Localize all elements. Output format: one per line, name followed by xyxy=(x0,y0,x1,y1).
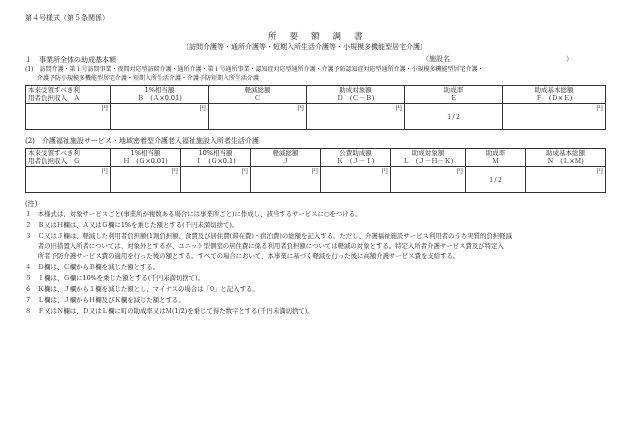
note-line: １ 本様式は、対象サービスごと(事業所が複数ある場合には事業所ごと)に作成し、該当するサービスに○をつける。 xyxy=(25,210,362,218)
section1-heading: １ 事業所全体の助成基本額 xyxy=(25,56,116,64)
section1-table xyxy=(25,85,606,130)
note-line: ５ Ｉ欄は、Ｇ欄に10%を乗じた額とする(千円未満切捨て)。 xyxy=(25,274,204,282)
header-l: 助成対象額 Ｌ (Ｊ－Ｈ－Ｋ) xyxy=(391,149,466,167)
cell-d[interactable]: 円 xyxy=(307,104,405,130)
section2-table xyxy=(25,148,606,193)
header-n: 助成基本総額 Ｎ (Ｌ×Ｍ) xyxy=(526,149,606,167)
table-header-row xyxy=(26,86,606,104)
header-i: 10%相当額 Ｉ (Ｇ×0.1) xyxy=(181,149,251,167)
table-header-row xyxy=(26,149,606,167)
header-m: 助成率 Ｍ xyxy=(466,149,526,167)
cell-e-rate: １/２ xyxy=(405,104,503,130)
cell-g[interactable]: 円 xyxy=(26,167,111,193)
cell-b[interactable]: 円 xyxy=(111,104,209,130)
cell-a[interactable]: 円 xyxy=(26,104,111,130)
section2-heading: (2) 介護福祉施設サービス・地域密着型介護老人福祉施設入所者生活介護 xyxy=(25,137,259,145)
header-j: 軽減総額 Ｊ xyxy=(251,149,321,167)
header-h: 1%相当額 Ｈ (Ｇ×0.01) xyxy=(111,149,181,167)
cell-f[interactable]: 円 xyxy=(503,104,606,130)
note-line: 者の旧措置入所者については、対象外とするが、ユニット型個室の居住費に係る利用者負担額については軽減の対象とする。特定入所者介護サービス費及び特定入 xyxy=(25,242,504,250)
cell-h[interactable]: 円 xyxy=(111,167,181,193)
cell-k[interactable]: 円 xyxy=(321,167,391,193)
header-d: 助成対象額 Ｄ (Ｃ－Ｂ) xyxy=(307,86,405,104)
header-g: 本来受領すべき利 用者負担収入 Ｇ xyxy=(26,149,111,167)
cell-i[interactable]: 円 xyxy=(181,167,251,193)
section1-sub-line: (1) 訪問介護・第１号訪問事業・夜間対応型訪問介護・通所介護・第１号通所事業・認知症対応型通所介護・介護予防認知症対応型通所介護・小規模多機能型居宅介護・ xyxy=(25,66,484,73)
form-number: 第４号様式（第５条関係） xyxy=(25,14,109,22)
header-c: 軽減総額 Ｃ xyxy=(209,86,307,104)
note-line: 所者予防介護サービス費の適用を行った後の額とする。すべての場合において、本事業に基づく軽減を行った後に高額介護サービス費を支給する。 xyxy=(25,252,460,260)
cell-l[interactable]: 円 xyxy=(391,167,466,193)
note-line: ７ Ｌ欄は、Ｊ欄からＨ欄及びＫ欄を減じた額とする。 xyxy=(25,296,185,304)
header-b: 1%相当額 Ｂ (Ａ×0.01) xyxy=(111,86,209,104)
page-title: 所要額調書 xyxy=(268,32,376,42)
header-e: 助成率 Ｅ xyxy=(405,86,503,104)
table-input-row xyxy=(26,104,606,130)
header-f: 助成基本総額 Ｆ (Ｄ×Ｅ) xyxy=(503,86,606,104)
facility-close: ） xyxy=(566,55,573,63)
cell-m-rate: １/２ xyxy=(466,167,526,193)
section1-sub-line: 介護予防小規模多機能型居宅介護・短期入所生活介護・介護予防短期入所生活介護 xyxy=(25,75,260,82)
page-subtitle: 〔訪問介護等・通所介護等・短期入所生活介護等・小規模多機能型居宅介護〕 xyxy=(182,43,427,51)
cell-c[interactable]: 円 xyxy=(209,104,307,130)
note-line: ４ Ｄ欄は、Ｃ欄からＢ欄を減じた額とする。 xyxy=(25,263,160,271)
header-k: 公費助成額 Ｋ (Ｊ－Ｉ) xyxy=(321,149,391,167)
note-line: ２ Ｂ又はＨ欄は、Ａ又はＧ欄に1%を乗じた額とする(千円未満切捨て)。 xyxy=(25,221,239,229)
header-a: 本来受領すべき利 用者負担収入 Ａ xyxy=(26,86,111,104)
note-line: ３ Ｃ又はＪ欄は、軽減した利用者負担額(1割負担額、食費及び居住費(滞在費)・宿泊費)の総額を記入する。ただし、介護福祉施設サービス利用者のうち実質的負担軽減 xyxy=(25,232,512,240)
note-line: ８ Ｆ又はＮ欄は、Ｄ又はＬ欄に町の助成率又はＭ(1/2)を乗じて得た数字とする(千円未満切捨て)。 xyxy=(25,307,314,315)
facility-label: （施設名 xyxy=(422,55,450,63)
table-input-row xyxy=(26,167,606,193)
notes-heading: (注) xyxy=(25,200,38,208)
cell-j[interactable]: 円 xyxy=(251,167,321,193)
note-line: ６ Ｋ欄は、Ｊ欄からＩ欄を減じた額とし、マイナスの場合は「0」と記入する。 xyxy=(25,285,259,293)
cell-n[interactable]: 円 xyxy=(526,167,606,193)
